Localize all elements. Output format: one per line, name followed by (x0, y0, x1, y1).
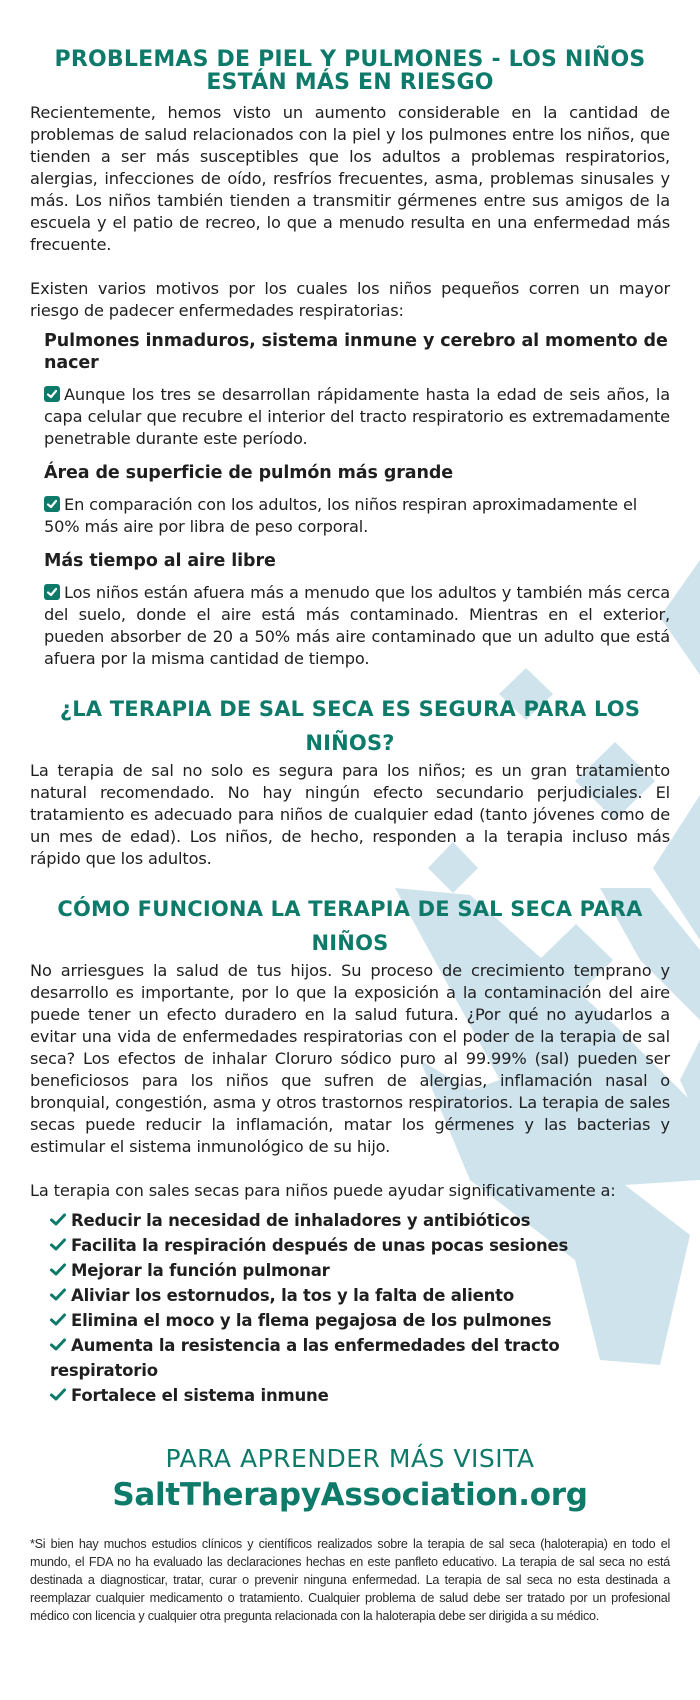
section2-body: La terapia de sal no solo es segura para los niños; es un gran tratamiento natural recomendado. No hay ningún efecto secundario perjudiciales. El tratamiento es adecuado para niños de cualquier edad (tanto jóvenes como de un mes de edad). Los niños, de hecho, responden a la terapia incluso más rápido que los adultos. (30, 761, 670, 868)
benefit-item: Fortalece el sistema inmune (50, 1383, 670, 1408)
reason-title: Área de superficie de pulmón más grande (44, 463, 454, 483)
checkmark-icon (50, 1258, 68, 1283)
benefits-intro: La terapia con sales secas para niños puede ayudar significativamente a: (30, 1181, 616, 1200)
section1-intro: Recientemente, hemos visto un aumento considerable en la cantidad de problemas de salud relacionados con la piel y los pulmones entre los niños, que tienden a ser más susceptibles que los adultos a problemas respiratorios, alergias, infecciones de oído, resfríos frecuentes, asma, problemas sinusales y más. Los niños también tienden a transmitir gérmenes entre sus amigos de la escuela y el patio de recreo, lo que a menudo resulta en una enfermedad más frecuente. (30, 103, 670, 254)
benefit-item: Facilita la respiración después de unas pocas sesiones (50, 1233, 670, 1258)
benefits-list (30, 1208, 670, 1408)
benefit-item: Aliviar los estornudos, la tos y la falta de aliento (50, 1283, 670, 1308)
checkmark-icon (50, 1333, 68, 1358)
reason-title: Más tiempo al aire libre (44, 551, 276, 571)
section1-title: PROBLEMAS DE PIEL Y PULMONES - LOS NIÑOS ESTÁN MÁS EN RIESGO (54, 47, 646, 95)
section3-title: CÓMO FUNCIONA LA TERAPIA DE SAL SECA PARA NIÑOS (57, 897, 643, 955)
disclaimer: *Si bien hay muchos estudios clínicos y científicos realizados sobre la terapia de sal seca (haloterapia) en todo el mundo, el FDA no ha evaluado las declaraciones hechas en este panfleto educativo. La terapia de sal seca no está destinada a diagnosticar, tratar, curar o prevenir ninguna enfermedad. La terapia de sal seca no esta destinada a reemplazar cualquier medicamento o tratamiento. Cualquier problema de salud debe ser tratado por un profesional médico con licencia y cualquier otra pregunta relacionada con la haloterapia debe ser dirigida a su médico. (30, 1537, 670, 1623)
checkmark-icon (50, 1283, 68, 1308)
reason-item (30, 550, 670, 670)
checkbox-checked-icon (44, 584, 60, 600)
reason-text: Los niños están afuera más a menudo que los adultos y también más cerca del suelo, donde el aire está más contaminado. Mientras en el exterior, pueden absorber de 20 a 50% más aire contaminado que un adulto que está afuera por la misma cantidad de tiempo. (44, 583, 670, 668)
cta-pretext: PARA APRENDER MÁS VISITA (165, 1444, 535, 1473)
reasons-intro: Existen varios motivos por los cuales los niños pequeños corren un mayor riesgo de padecer enfermedades respiratorias: (30, 279, 670, 320)
benefit-item: Mejorar la función pulmonar (50, 1258, 670, 1283)
checkmark-icon (50, 1208, 68, 1233)
benefit-item: Elimina el moco y la flema pegajosa de los pulmones (50, 1308, 670, 1333)
checkmark-icon (50, 1233, 68, 1258)
reason-title: Pulmones inmaduros, sistema inmune y cerebro al momento de nacer (44, 331, 668, 373)
section3-body: No arriesgues la salud de tus hijos. Su proceso de crecimiento temprano y desarrollo es importante, por lo que la exposición a la contaminación del aire puede tener un efecto duradero en la salud futura. ¿Por qué no ayudarlos a evitar una vida de enfermedades respiratorias con el poder de la terapia de sal seca? Los efectos de inhalar Cloruro sódico puro al 99.99% (sal) pueden ser beneficiosos para los niños que sufren de alergias, inflamación nasal o bronquial, congestión, asma y otros trastornos respiratorios. La terapia de sales secas puede reducir la inflamación, matar los gérmenes y las bacterias y estimular el sistema inmunológico de su hijo. (30, 961, 670, 1156)
checkmark-icon (50, 1383, 68, 1408)
checkbox-checked-icon (44, 386, 60, 402)
checkbox-checked-icon (44, 496, 60, 512)
reason-text: Aunque los tres se desarrollan rápidamente hasta la edad de seis años, la capa celular que recubre el interior del tracto respiratorio es extremadamente penetrable durante este período. (44, 385, 670, 448)
benefit-item: Aumenta la resistencia a las enfermedades del tracto respiratorio (50, 1333, 670, 1383)
checkmark-icon (50, 1308, 68, 1333)
reason-item (30, 462, 670, 538)
website-link[interactable]: SaltTherapyAssociation.org (112, 1477, 588, 1513)
reason-item (30, 330, 670, 450)
benefit-item: Reducir la necesidad de inhaladores y antibióticos (50, 1208, 670, 1233)
reason-text: En comparación con los adultos, los niños respiran aproximadamente el 50% más aire por libra de peso corporal. (44, 495, 638, 536)
section2-title: ¿LA TERAPIA DE SAL SECA ES SEGURA PARA LOS NIÑOS? (59, 697, 641, 755)
